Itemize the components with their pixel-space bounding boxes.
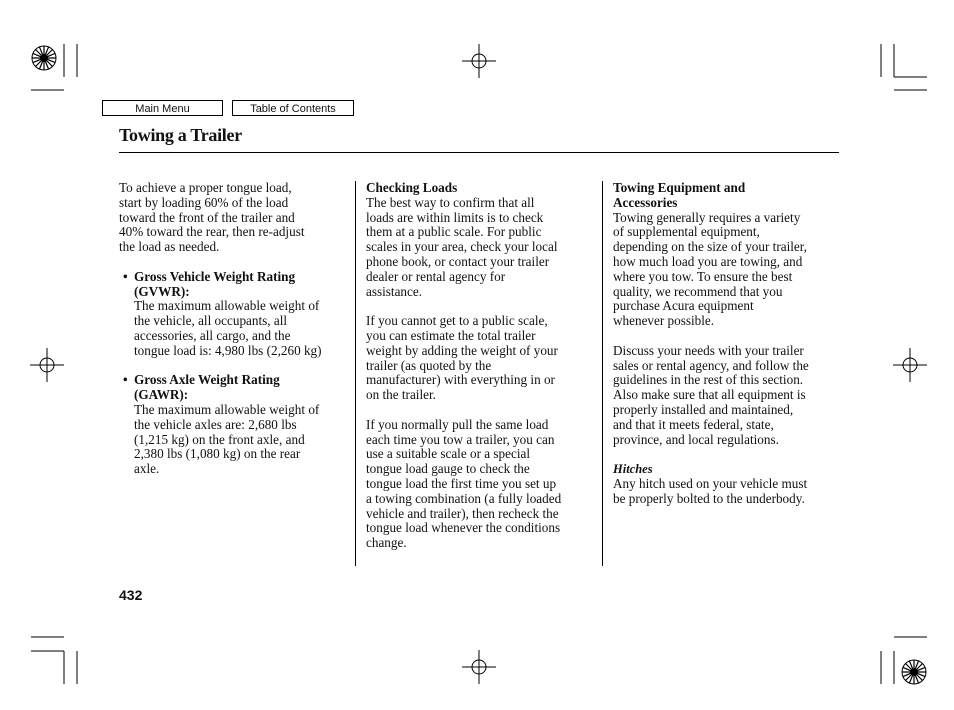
text-line: accessories, all cargo, and the [134,327,291,343]
text-line: assistance. [366,283,423,299]
text-line: the vehicle, all occupants, all [134,313,288,329]
checking-loads-paragraph-2 [366,314,598,403]
text-line: quality, we recommend that you [613,283,783,299]
text-line: a towing combination (a fully loaded [366,490,562,506]
text-line: trailer (as quoted by the [366,357,492,373]
gvwr-body [134,299,351,358]
text-line: purchase Acura equipment [613,298,754,314]
registration-target-icon [462,650,496,684]
text-line: phone book, or contact your trailer [366,253,550,269]
text-line: toward the front of the trailer and [119,209,295,225]
towing-equipment-heading [613,181,845,211]
page-title: Towing a Trailer [119,125,242,145]
text-line: and that it meets federal, state, [613,416,774,432]
text-line: them at a public scale. For public [366,224,542,240]
text-line: The maximum allowable weight of [134,298,320,314]
text-line: how much load you are towing, and [613,253,803,269]
text-line: the load as needed. [119,239,220,255]
text-line: axle. [134,461,160,477]
text-line: 2,380 lbs (1,080 kg) on the rear [134,446,301,462]
text-line: The maximum allowable weight of [134,401,320,417]
text-line: whenever possible. [613,313,715,329]
checking-loads-heading: Checking Loads [366,180,458,195]
main-menu-button[interactable]: Main Menu [102,100,223,116]
text-line: weight by adding the weight of your [366,342,558,358]
text-line: guidelines in the rest of this section. [613,372,804,388]
text-line: the vehicle axles are: 2,680 lbs [134,416,297,432]
gvwr-heading [134,270,351,300]
gawr-body [134,403,351,477]
text-line: (GVWR): [134,283,190,299]
registration-target-icon [462,44,496,78]
text-line: properly installed and maintained, [613,401,794,417]
registration-target-icon [30,348,64,382]
text-line: If you normally pull the same load [366,416,549,432]
gawr-heading [134,373,351,403]
text-line: be properly bolted to the underbody. [613,490,805,506]
text-line: If you cannot get to a public scale, [366,313,548,329]
text-line: Also make sure that all equipment is [613,387,806,403]
text-line: (GAWR): [134,387,189,403]
text-line: Discuss your needs with your trailer [613,342,804,358]
text-line: province, and local regulations. [613,431,779,447]
text-line: Gross Vehicle Weight Rating [134,268,296,284]
column-divider [602,181,603,566]
text-line: The best way to confirm that all [366,194,535,210]
text-line: manufacturer) with everything in or [366,372,555,388]
text-line: on the trailer. [366,387,436,403]
bullet-icon: • [123,268,128,284]
text-line: (1,215 kg) on the front axle, and [134,431,305,447]
gvwr-item [119,270,351,359]
column-divider [355,181,356,566]
column-2 [366,181,598,551]
towing-equipment-paragraph-2 [613,344,845,448]
text-line: of supplemental equipment, [613,224,760,240]
text-line: Accessories [613,194,678,210]
text-line: tongue load is: 4,980 lbs (2,260 kg) [134,342,322,358]
text-line: where you tow. To ensure the best [613,268,793,284]
text-line: Any hitch used on your vehicle must [613,475,808,491]
page-number: 432 [119,587,143,603]
checking-loads-paragraph-1 [366,196,598,300]
text-line: each time you tow a trailer, you can [366,431,555,447]
checking-loads-paragraph-3 [366,418,598,551]
title-rule [119,152,839,153]
registration-target-icon [893,348,927,382]
text-line: scales in your area, check your local [366,239,558,255]
text-line: Gross Axle Weight Rating [134,372,280,388]
text-line: change. [366,535,407,551]
print-starburst-icon [31,45,57,71]
column-1 [119,181,351,477]
text-line: tongue load whenever the conditions [366,520,561,536]
print-starburst-icon [901,659,927,685]
text-line: 40% toward the rear, then re-adjust [119,224,305,240]
column-3 [613,181,845,507]
gawr-item [119,373,351,477]
text-line: Towing Equipment and [613,180,746,195]
hitches-heading: Hitches [613,462,653,477]
towing-equipment-paragraph-1 [613,211,845,329]
text-line: use a suitable scale or a special [366,446,531,462]
table-of-contents-button[interactable]: Table of Contents [232,100,354,116]
hitches-paragraph [613,477,845,507]
text-line: tongue load the first time you set up [366,475,557,491]
text-line: sales or rental agency, and follow the [613,357,809,373]
text-line: dealer or rental agency for [366,268,506,284]
text-line: vehicle and trailer), then recheck the [366,505,559,521]
text-line: depending on the size of your trailer, [613,239,807,255]
text-line: loads are within limits is to check [366,209,544,225]
text-line: tongue load gauge to check the [366,461,530,477]
text-line: Towing generally requires a variety [613,209,801,225]
text-line: start by loading 60% of the load [119,194,289,210]
text-line: you can estimate the total trailer [366,327,536,343]
text-line: To achieve a proper tongue load, [119,180,292,195]
bullet-icon: • [123,372,128,388]
intro-paragraph [119,181,351,255]
